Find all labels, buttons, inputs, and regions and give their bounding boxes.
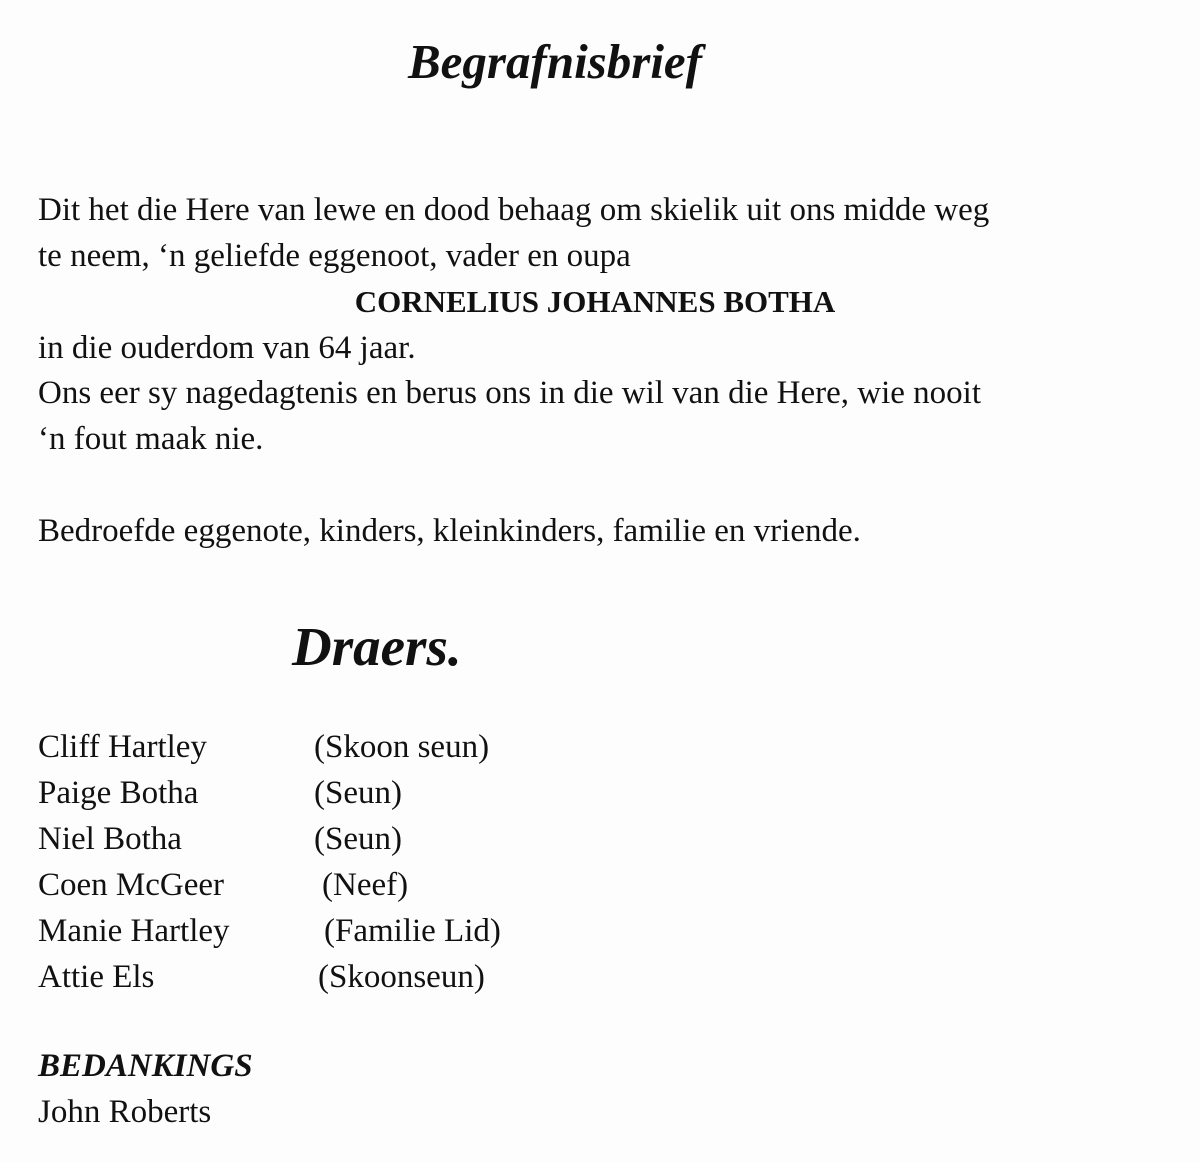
bearer-name: Coen McGeer — [38, 867, 225, 903]
bearer-row — [38, 816, 638, 862]
bearer-row — [38, 770, 638, 816]
bearer-row — [38, 954, 638, 1000]
announcement-line-5: ‘n fout maak nie. — [38, 421, 264, 457]
bearer-row — [38, 908, 638, 954]
announcement-line-1: Dit het die Here van lewe en dood behaag om skielik uit ons midde weg — [38, 192, 990, 228]
bearers-heading: Draers. — [292, 616, 462, 677]
bearer-row — [38, 724, 638, 770]
bearer-name: Attie Els — [38, 959, 155, 995]
announcement-line-4: Ons eer sy nagedagtenis en berus ons in die wil van die Here, wie nooit — [38, 375, 981, 411]
bearer-name: Niel Botha — [38, 821, 182, 857]
announcement-line-2: te neem, ‘n geliefde eggenoot, vader en oupa — [38, 238, 631, 274]
bearer-relation: (Seun) — [314, 821, 402, 857]
bearer-name: Manie Hartley — [38, 913, 230, 949]
bearer-relation: (Familie Lid) — [324, 913, 501, 949]
thanks-name: John Roberts — [38, 1094, 212, 1130]
document-title: Begrafnisbrief — [408, 34, 702, 89]
bearer-name: Cliff Hartley — [38, 729, 207, 765]
bearer-relation: (Skoonseun) — [318, 959, 485, 995]
thanks-heading: BEDANKINGS — [38, 1048, 253, 1084]
announcement-line-3: in die ouderdom van 64 jaar. — [38, 330, 416, 366]
deceased-name: CORNELIUS JOHANNES BOTHA — [354, 284, 836, 319]
bearer-row — [38, 862, 638, 908]
mourners-line: Bedroefde eggenote, kinders, kleinkinders, familie en vriende. — [38, 513, 861, 549]
bearers-list — [38, 724, 638, 1000]
bearer-name: Paige Botha — [38, 775, 199, 811]
bearer-relation: (Skoon seun) — [314, 729, 490, 765]
bearer-relation: (Seun) — [314, 775, 402, 811]
bearer-relation: (Neef) — [322, 867, 409, 903]
